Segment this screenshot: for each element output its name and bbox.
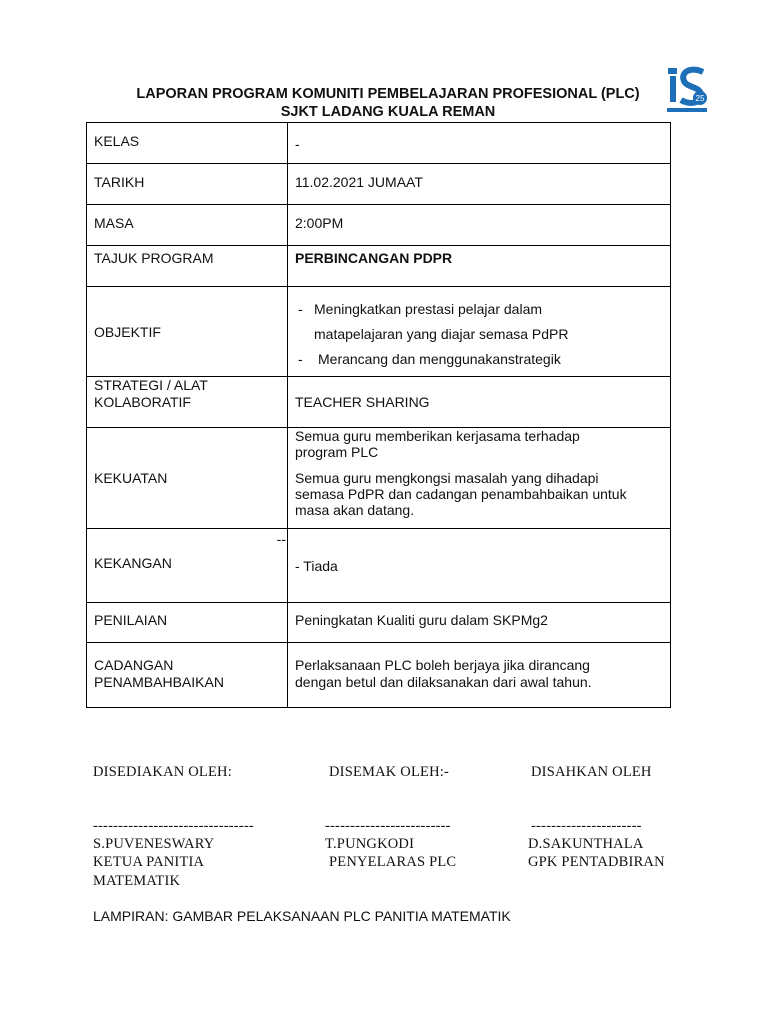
objektif-bullet-2: Merancang dan menggunakanstrategik	[318, 351, 561, 367]
value-tajuk-program: PERBINCANGAN PDPR	[295, 250, 453, 266]
value-kekuatan: Semua guru memberikan kerjasama terhadap program PLC Semua guru mengkongsi masalah yang dihadapi semasa PdPR dan cadangan penambahbaikan untuk masa akan datang.	[295, 428, 627, 518]
value-penilaian: Peningkatan Kualiti guru dalam SKPMg2	[295, 612, 548, 628]
value-tarikh: 11.02.2021 JUMAAT	[295, 174, 423, 190]
value-strategi: TEACHER SHARING	[295, 394, 430, 410]
table-row	[87, 529, 671, 603]
prepared-role: KETUA PANITIA	[93, 854, 205, 870]
list-item: - Merancang dan menggunakanstrategik	[298, 347, 663, 372]
label-kekangan: KEKANGAN	[94, 555, 172, 571]
value-masa: 2:00PM	[295, 215, 344, 231]
value-kekangan: - Tiada	[295, 557, 338, 574]
school-logo-icon	[665, 66, 709, 114]
prepared-by-heading: DISEDIAKAN OLEH:	[93, 764, 232, 780]
prepared-name: S.PUVENESWARY	[93, 836, 215, 852]
attachment-note: LAMPIRAN: GAMBAR PELAKSANAAN PLC PANITIA MATEMATIK	[93, 908, 511, 924]
label-cadangan: CADANGAN PENAMBAHBAIKAN	[94, 657, 224, 690]
signature-line: --------------------------------	[93, 818, 254, 834]
label-tarikh: TARIKH	[94, 174, 145, 190]
signature-line: -------------------------	[325, 818, 451, 834]
value-kelas: -	[295, 136, 300, 152]
approved-role: GPK PENTADBIRAN	[528, 854, 665, 870]
prepared-role-line-2: MATEMATIK	[93, 873, 181, 889]
table-row	[87, 643, 671, 708]
value-cadangan: Perlaksanaan PLC boleh berjaya jika dirancang dengan betul dan dilaksanakan dari awal tahun.	[295, 657, 592, 690]
table-row	[87, 428, 671, 529]
label-penilaian: PENILAIAN	[94, 612, 168, 628]
table-row	[87, 205, 671, 246]
kekangan-mark: --	[276, 531, 286, 547]
signature-line: ----------------------	[531, 818, 642, 834]
table-row	[87, 287, 671, 377]
checked-role: PENYELARAS PLC	[329, 854, 457, 870]
report-title: LAPORAN PROGRAM KOMUNITI PEMBELAJARAN PROFESIONAL (PLC)	[136, 86, 640, 102]
table-row	[87, 246, 671, 287]
table-row	[87, 164, 671, 205]
objektif-list	[288, 287, 670, 372]
list-item: - Meningkatkan prestasi pelajar dalam	[298, 297, 663, 322]
checked-by-heading: DISEMAK OLEH:-	[329, 764, 449, 780]
report-table	[86, 122, 671, 708]
label-kekuatan: KEKUATAN	[94, 470, 168, 486]
table-row	[87, 123, 671, 164]
table-row	[87, 377, 671, 428]
svg-text:25: 25	[695, 94, 705, 103]
label-masa: MASA	[94, 215, 134, 231]
label-strategi: STRATEGI / ALAT KOLABORATIF	[94, 377, 208, 410]
objektif-bullet-1-line-1: Meningkatkan prestasi pelajar dalam	[314, 301, 543, 317]
label-objektif: OBJEKTIF	[94, 323, 161, 340]
checked-name: T.PUNGKODI	[325, 836, 415, 852]
table-row	[87, 603, 671, 643]
label-tajuk-program: TAJUK PROGRAM	[94, 250, 214, 266]
objektif-bullet-1-line-2: matapelajaran yang diajar semasa PdPR	[314, 326, 569, 342]
school-name: SJKT LADANG KUALA REMAN	[280, 104, 496, 120]
approved-by-heading: DISAHKAN OLEH	[531, 764, 652, 780]
approved-name: D.SAKUNTHALA	[528, 836, 644, 852]
label-kelas: KELAS	[94, 133, 140, 149]
